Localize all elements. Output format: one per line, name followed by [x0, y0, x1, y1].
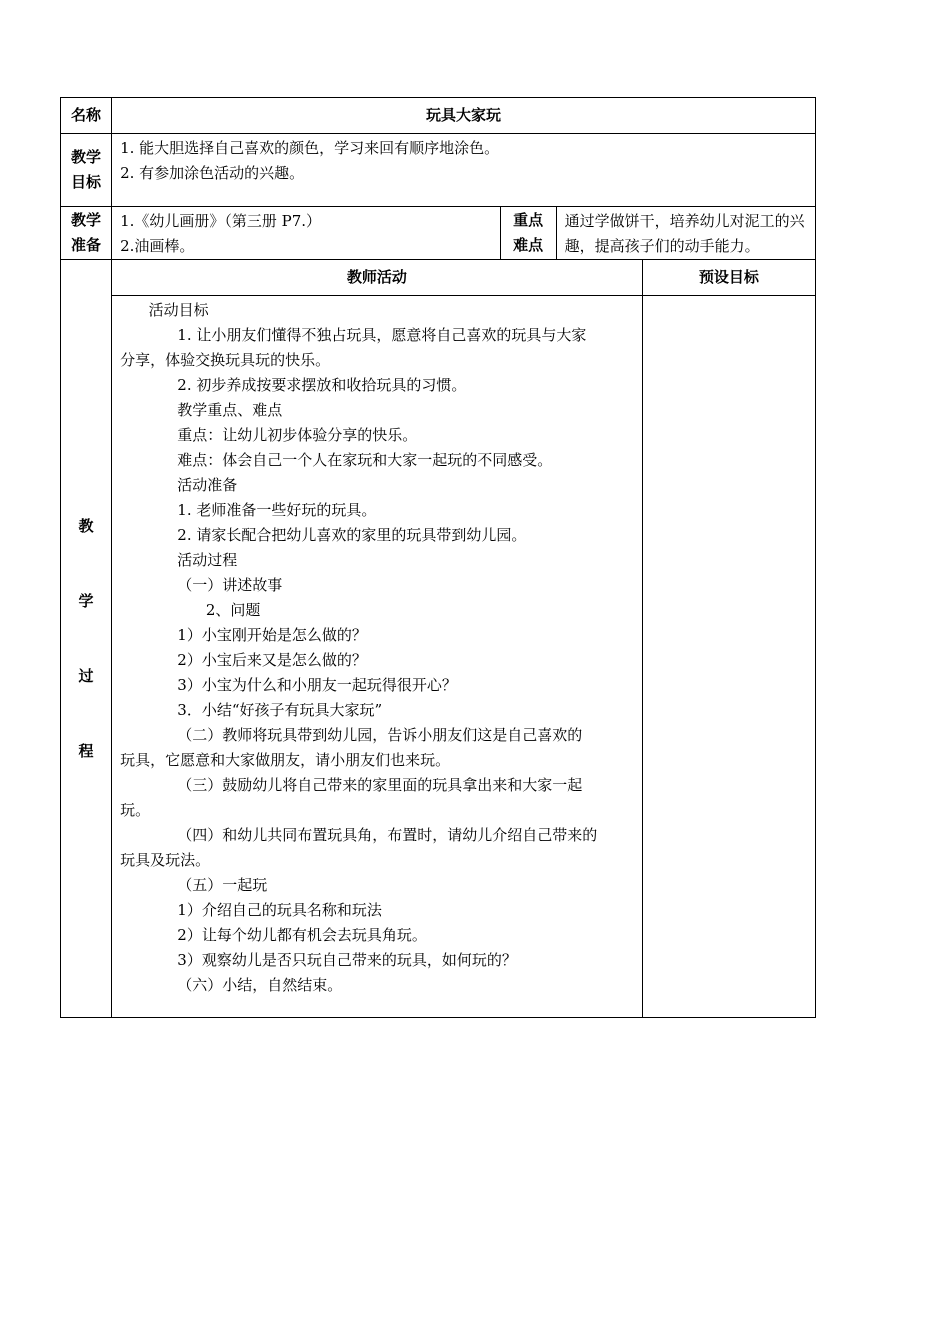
process-line: （四）和幼儿共同布置玩具角，布置时，请幼儿介绍自己带来的 — [120, 826, 598, 844]
process-line: 2. 请家长配合把幼儿喜欢的家里的玩具带到幼儿园。 — [120, 526, 527, 544]
goal-content — [112, 134, 816, 207]
process-lines — [112, 296, 642, 998]
process-line: 3）观察幼儿是否只玩自己带来的玩具，如何玩的？ — [120, 951, 517, 969]
prep-line: 1.《幼儿画册》（第三册 P7.） — [120, 212, 322, 230]
process-line: 分享，体验交换玩具玩的快乐。 — [120, 351, 331, 369]
key-label: 重点 难点 — [500, 207, 556, 260]
preset-goal-content — [642, 296, 815, 1018]
key-content: 通过学做饼干，培养幼儿对泥工的兴趣，提高孩子们的动手能力。 — [556, 207, 815, 260]
row-process-header — [61, 260, 816, 296]
process-line: 教学重点、难点 — [120, 401, 283, 419]
prep-line: 2.油画棒。 — [120, 237, 195, 255]
teacher-activity-content — [112, 296, 643, 1018]
preset-goal-header: 预设目标 — [642, 260, 815, 296]
process-line: （一）讲述故事 — [120, 576, 283, 594]
process-line: 2、问题 — [120, 601, 261, 619]
process-line: 玩具，它愿意和大家做朋友，请小朋友们也来玩。 — [120, 751, 451, 769]
prep-label: 教学 准备 — [61, 207, 112, 260]
process-line: 玩。 — [120, 801, 151, 819]
process-line: 2）小宝后来又是怎么做的？ — [120, 651, 367, 669]
process-line: 3）小宝为什么和小朋友一起玩得很开心？ — [120, 676, 457, 694]
goal-line: 1. 能大胆选择自己喜欢的颜色，学习来回有顺序地涂色。 — [120, 139, 500, 157]
process-line: （六）小结，自然结束。 — [120, 976, 343, 994]
prep-content — [112, 207, 501, 260]
goal-line: 2. 有参加涂色活动的兴趣。 — [120, 164, 305, 182]
name-label: 名称 — [61, 98, 112, 134]
process-line: 1. 让小朋友们懂得不独占玩具，愿意将自己喜欢的玩具与大家 — [120, 326, 587, 344]
process-line: 1）介绍自己的玩具名称和玩法 — [120, 901, 382, 919]
process-line: 活动过程 — [120, 551, 238, 569]
row-prep — [61, 207, 816, 260]
process-line: 1. 老师准备一些好玩的玩具。 — [120, 501, 377, 519]
row-name — [61, 98, 816, 134]
process-line: 活动准备 — [120, 476, 238, 494]
process-line: 1）小宝刚开始是怎么做的？ — [120, 626, 367, 644]
process-line: 2. 初步养成按要求摆放和收拾玩具的习惯。 — [120, 376, 467, 394]
process-line: 活动目标 — [120, 301, 209, 319]
process-line: 3．小结“好孩子有玩具大家玩” — [120, 701, 383, 719]
process-line: 玩具及玩法。 — [120, 851, 211, 869]
process-line: 重点：让幼儿初步体验分享的快乐。 — [120, 426, 418, 444]
row-process-body — [61, 296, 816, 1018]
process-label: 教 学 过 程 — [61, 260, 112, 1018]
process-line: 2）让每个幼儿都有机会去玩具角玩。 — [120, 926, 427, 944]
process-line: 难点：体会自己一个人在家玩和大家一起玩的不同感受。 — [120, 451, 553, 469]
process-line: （二）教师将玩具带到幼儿园，告诉小朋友们这是自己喜欢的 — [120, 726, 583, 744]
goal-label: 教学 目标 — [61, 134, 112, 207]
lesson-plan-table — [60, 97, 816, 1018]
teacher-activity-header: 教师活动 — [112, 260, 643, 296]
lesson-title: 玩具大家玩 — [112, 98, 816, 134]
row-goal — [61, 134, 816, 207]
process-line: （三）鼓励幼儿将自己带来的家里面的玩具拿出来和大家一起 — [120, 776, 583, 794]
process-line: （五）一起玩 — [120, 876, 268, 894]
